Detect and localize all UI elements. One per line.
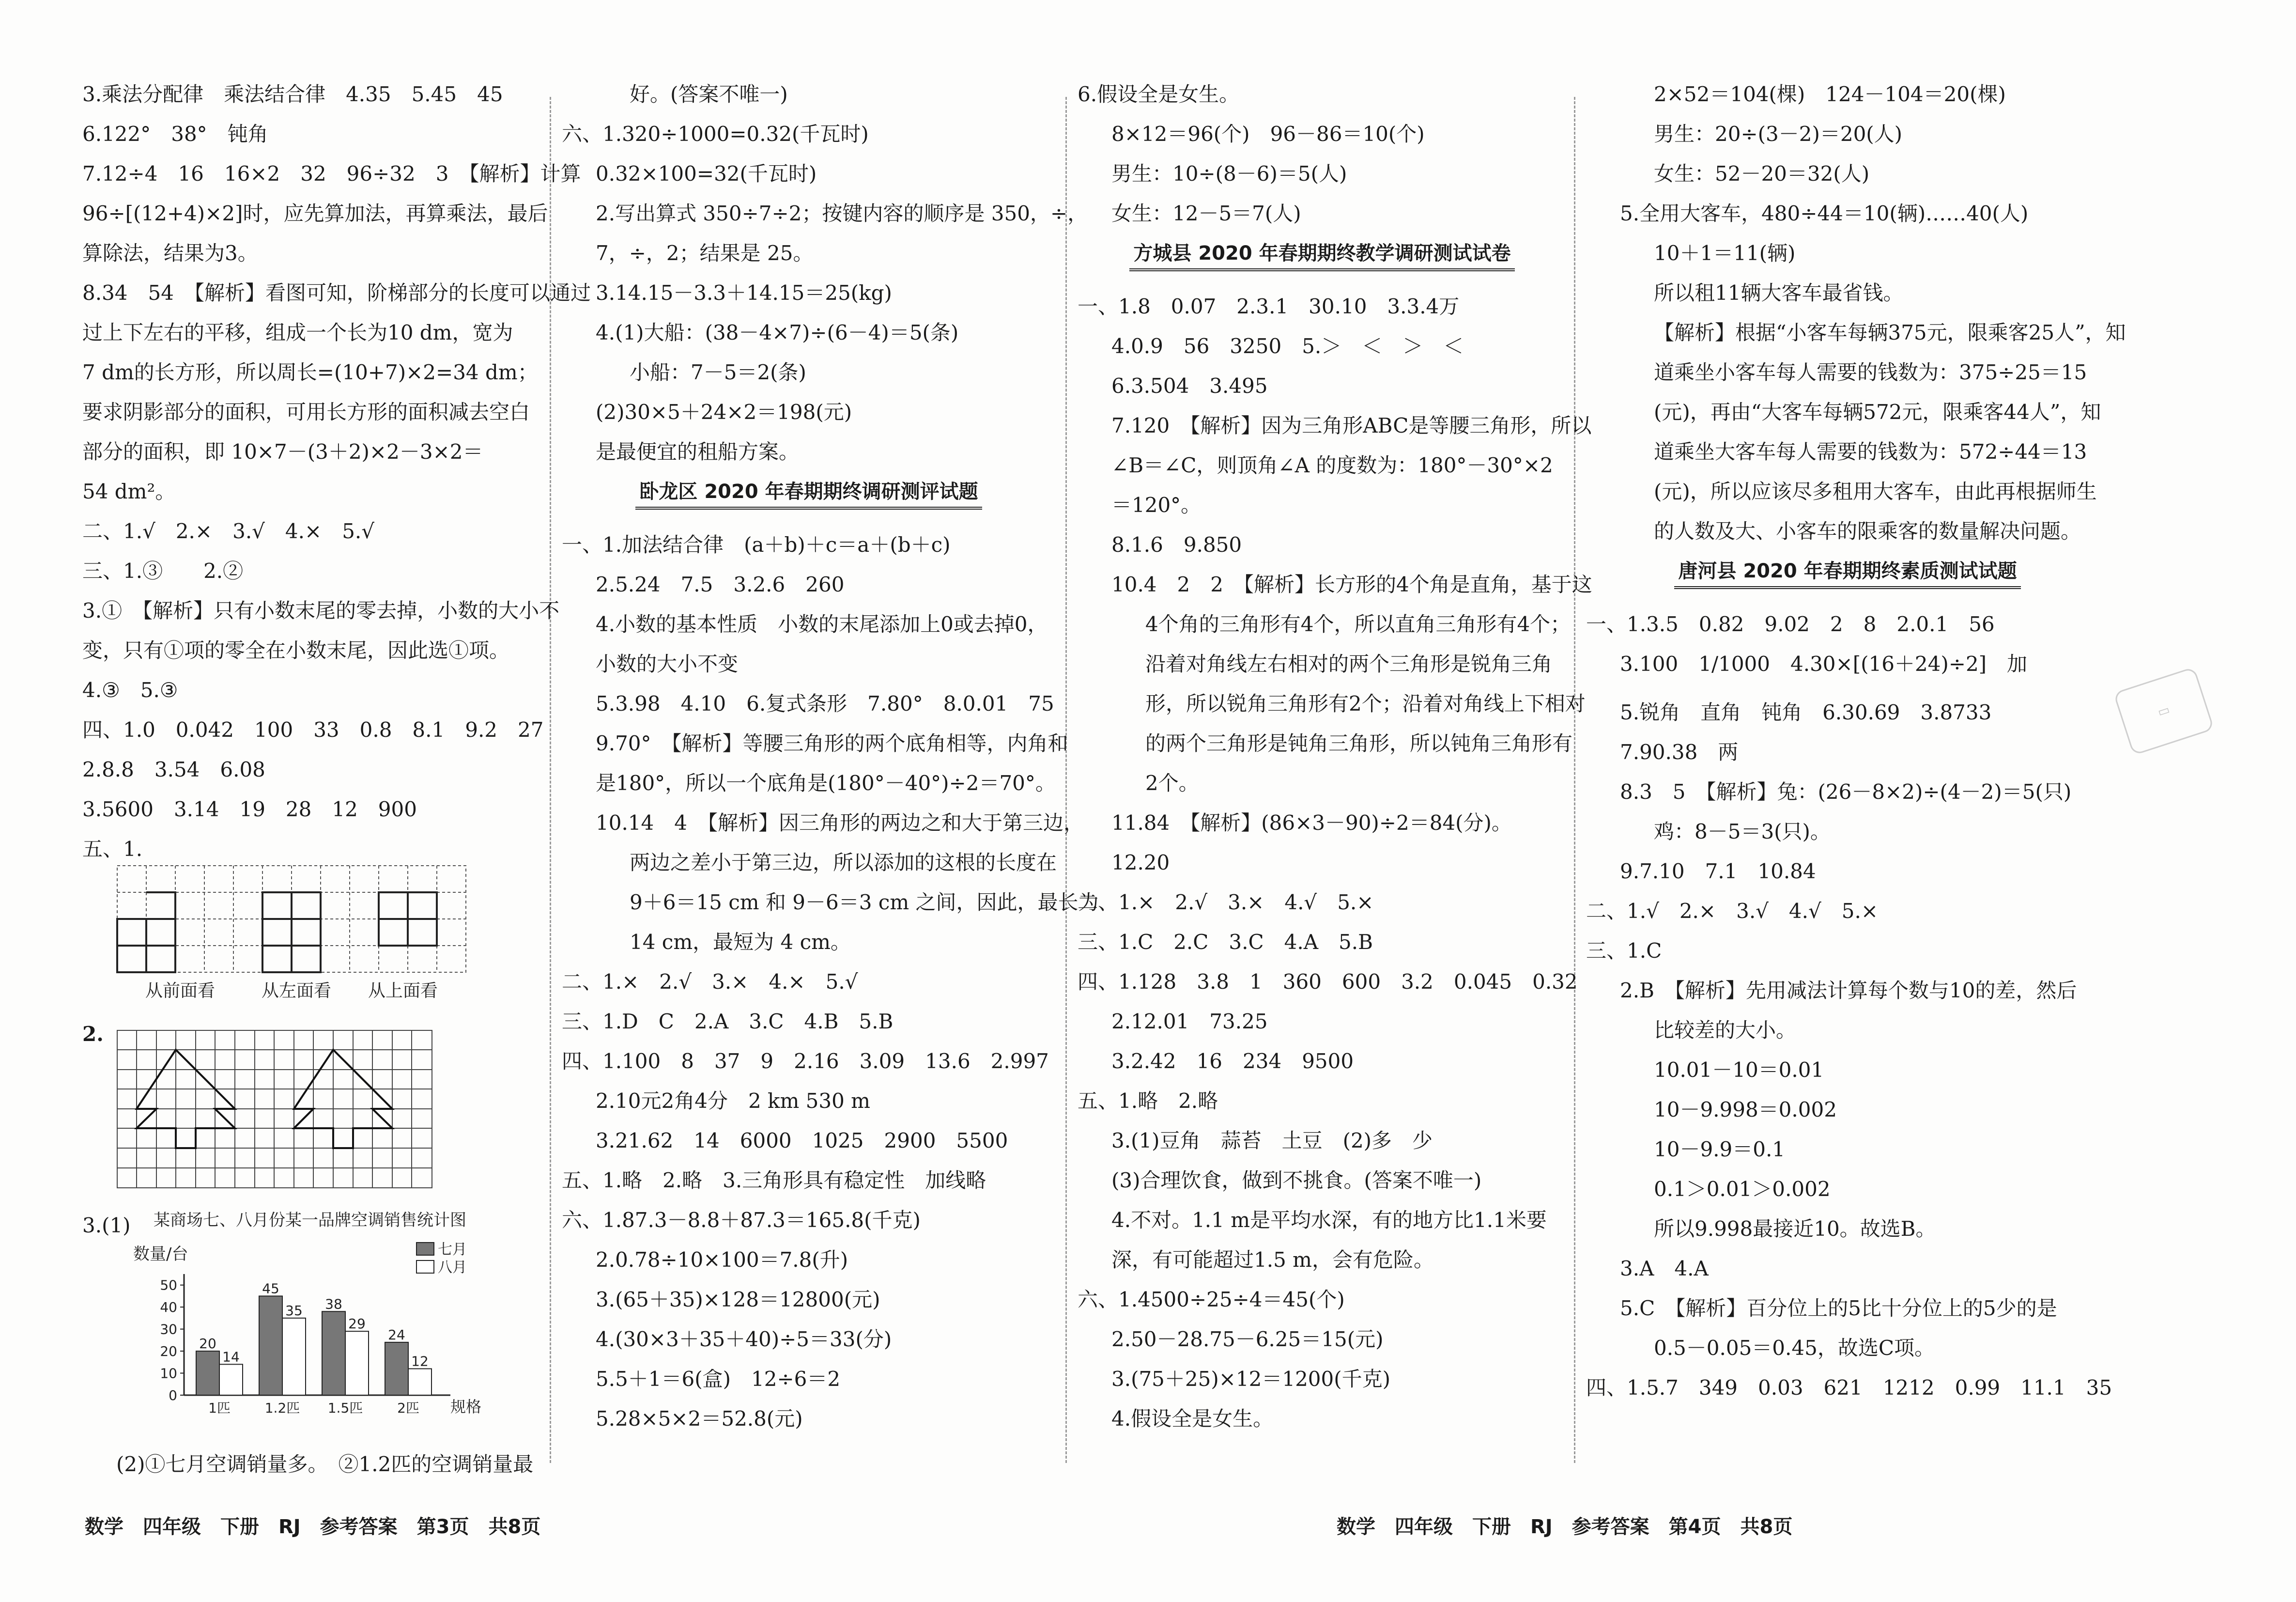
answer-line: 0.32×100=32(千瓦时) xyxy=(596,162,817,186)
section-title: 唐河县 2020 年春期期终素质测试试题 xyxy=(1586,559,2109,612)
chart-xlabel: 规格 xyxy=(450,1398,482,1416)
answer-line: 3.乘法分配律 乘法结合律 4.35 5.45 45 xyxy=(82,82,503,106)
answer-line: 3.2.42 16 234 9500 xyxy=(1111,1049,1354,1073)
legend-swatch-august xyxy=(416,1260,434,1273)
answer-line: 形，所以锐角三角形有2个；沿着对角线上下相对 xyxy=(1145,692,1586,715)
view-label: 从前面看 xyxy=(145,981,216,1001)
answer-line: 男生：10÷(8－6)＝5(人) xyxy=(1111,162,1347,186)
answer-line: 10.14 4 【解析】因三角形的两边之和大于第三边， xyxy=(596,811,1084,835)
answer-line: 深，有可能超过1.5 m，会有危险。 xyxy=(1111,1248,1434,1272)
answer-line: 所以9.998最接近10。故选B。 xyxy=(1654,1217,1936,1241)
y-tick-label: 0 xyxy=(169,1387,177,1403)
answer-line: 算除法，结果为3。 xyxy=(82,241,258,265)
answer-line: 四、1.0 0.042 100 33 0.8 8.1 9.2 27 xyxy=(82,718,544,742)
watermark-stamp-icon: ▭ xyxy=(2113,667,2214,756)
answer-line: 所以租11辆大客车最省钱。 xyxy=(1654,281,1904,305)
x-tick-label: 1.2匹 xyxy=(264,1400,300,1416)
bar-august xyxy=(282,1318,306,1395)
answer-line: 好。(答案不唯一) xyxy=(630,82,788,106)
answer-line: 六、1.320÷1000=0.32(千瓦时) xyxy=(562,122,869,146)
answer-line: 2×52＝104(棵) 124－104＝20(棵) xyxy=(1654,82,2006,106)
column-divider xyxy=(1574,97,1575,1463)
answer-line: 一、1.3.5 0.82 9.02 2 8 2.0.1 56 xyxy=(1586,612,1995,636)
page-footer-right: 数学 四年级 下册 RJ 参考答案 第4页 共8页 xyxy=(1337,1516,1793,1538)
answer-line: 5.5＋1＝6(盒) 12÷6＝2 xyxy=(596,1367,841,1391)
answer-line: (元)，所以应该尽多租用大客车，由此再根据师生 xyxy=(1654,480,2097,503)
answer-line: 8.34 54 【解析】看图可知，阶梯部分的长度可以通过 xyxy=(82,281,591,305)
y-tick-label: 30 xyxy=(160,1321,177,1338)
answer-line: 2.10元2角4分 2 km 530 m xyxy=(596,1089,871,1113)
bar-august xyxy=(219,1364,243,1395)
answer-line: 9.70° 【解析】等腰三角形的两个底角相等，内角和 xyxy=(596,731,1068,755)
answer-line: 6.122° 38° 钝角 xyxy=(82,122,268,146)
answer-line: (3)合理饮食，做到不挑食。(答案不唯一) xyxy=(1111,1168,1482,1192)
answer-line: 3.100 1/1000 4.30×[(16＋24)÷2] 加 xyxy=(1620,652,2028,676)
answer-column-1 xyxy=(82,82,591,877)
answer-line: 男生：20÷(3－2)＝20(人) xyxy=(1654,122,1903,146)
answer-line: 沿着对角线左右相对的两个三角形是锐角三角 xyxy=(1145,652,1553,676)
answer-line: 二、1.× 2.√ 3.× 4.√ 5.× xyxy=(1078,890,1374,914)
answer-line: 要求阴影部分的面积，可用长方形的面积减去空白 xyxy=(82,400,530,424)
answer-line: 10－9.998＝0.002 xyxy=(1654,1098,1837,1121)
answer-line: 六、1.4500÷25÷4＝45(个) xyxy=(1078,1288,1345,1311)
answer-line: 10－9.9＝0.1 xyxy=(1654,1137,1786,1161)
answer-line: 一、1.加法结合律 (a＋b)＋c＝a＋(b＋c) xyxy=(562,533,951,557)
answer-line: 7.12÷4 16 16×2 32 96÷32 3 【解析】计算 xyxy=(82,162,581,186)
answer-line: 女生：12－5＝7(人) xyxy=(1111,202,1301,225)
y-tick-label: 40 xyxy=(160,1299,177,1316)
answer-line: 96÷[(12+4)×2]时，应先算加法，再算乘法，最后 xyxy=(82,202,548,225)
view-label: 从上面看 xyxy=(368,981,438,1001)
legend-swatch-july xyxy=(416,1243,434,1255)
answer-line: 道乘坐大客车每人需要的钱数为：572÷44＝13 xyxy=(1654,440,2087,464)
answer-line: 7 dm的长方形，所以周长=(10+7)×2=34 dm； xyxy=(82,360,538,384)
answer-line: 3.(75＋25)×12＝1200(千克) xyxy=(1111,1367,1391,1391)
y-tick-label: 10 xyxy=(160,1365,177,1382)
answer-line: 4.(1)大船：(38－4×7)÷(6－4)＝5(条) xyxy=(596,321,959,344)
x-tick-label: 2匹 xyxy=(397,1400,419,1416)
answer-line: 2个。 xyxy=(1145,771,1199,795)
bar-august xyxy=(408,1369,431,1395)
answer-line: 三、1.C xyxy=(1586,939,1662,963)
answer-line: ∠B＝∠C，则顶角∠A 的度数为：180°－30°×2 xyxy=(1111,453,1553,477)
bar-july xyxy=(196,1351,219,1395)
answer-line: 二、1.√ 2.× 3.√ 4.√ 5.× xyxy=(1586,899,1879,923)
answer-column-4 xyxy=(1586,82,2126,1415)
answer-line: 3.21.62 14 6000 1025 2900 5500 xyxy=(596,1129,1008,1152)
answer-line: 女生：52－20＝32(人) xyxy=(1654,162,1870,186)
answer-line: 三、1.D C 2.A 3.C 4.B 5.B xyxy=(562,1010,894,1033)
answer-line: 10.01－10＝0.01 xyxy=(1654,1058,1824,1082)
answer-column-3 xyxy=(1078,82,1592,1446)
answer-line: 12.20 xyxy=(1111,851,1170,874)
x-tick-label: 1匹 xyxy=(208,1400,231,1416)
answer-line: 比较差的大小。 xyxy=(1654,1018,1797,1042)
tree-grid-figure xyxy=(116,1029,436,1189)
answer-line: 9.7.10 7.1 10.84 xyxy=(1620,859,1816,883)
answer-line: (2)30×5＋24×2＝198(元) xyxy=(596,400,852,424)
x-tick-label: 1.5匹 xyxy=(327,1400,363,1416)
three-views-figure xyxy=(116,865,475,1005)
answer-line: 3.14.15－3.3＋14.15＝25(kg) xyxy=(596,281,892,305)
answer-line: 过上下左右的平移，组成一个长为10 dm，宽为 xyxy=(82,321,513,344)
y-tick-label: 50 xyxy=(160,1277,177,1293)
answer-line: 2.0.78÷10×100＝7.8(升) xyxy=(596,1248,848,1272)
answer-line: 8.1.6 9.850 xyxy=(1111,533,1242,557)
legend-label-august: 八月 xyxy=(438,1259,467,1276)
answer-line: 5.3.98 4.10 6.复式条形 7.80° 8.0.01 75 xyxy=(596,692,1054,715)
answer-line: 五、1.略 2.略 3.三角形具有稳定性 加线略 xyxy=(562,1168,986,1192)
question-number: 2. xyxy=(82,1022,104,1046)
answer-line: 0.5－0.05＝0.45，故选C项。 xyxy=(1654,1336,1935,1360)
answer-line: 4.假设全是女生。 xyxy=(1111,1407,1274,1431)
answer-line: 鸡：8－5＝3(只)。 xyxy=(1654,820,1831,843)
answer-line: 三、1.③ 2.② xyxy=(82,559,244,583)
answer-line: (2)①七月空调销量多。 ②1.2匹的空调销量最 xyxy=(116,1452,534,1476)
answer-line: 五、1.略 2.略 xyxy=(1078,1089,1218,1113)
chart-title: 某商场七、八月份某一品牌空调销售统计图 xyxy=(154,1211,466,1230)
question-number: 3.(1) xyxy=(82,1213,131,1237)
answer-line: 10＋1＝11(辆) xyxy=(1654,241,1796,265)
answer-line: 四、1.128 3.8 1 360 600 3.2 0.045 0.32 xyxy=(1078,970,1578,994)
answer-line: 3.A 4.A xyxy=(1620,1257,1709,1280)
answer-line: 5.锐角 直角 钝角 6.30.69 3.8733 xyxy=(1620,700,1992,724)
answer-line: 0.1＞0.01＞0.002 xyxy=(1654,1177,1831,1201)
answer-line: 14 cm，最短为 4 cm。 xyxy=(630,930,851,954)
answer-line: 4.③ 5.③ xyxy=(82,678,178,702)
answer-line: 2.5.24 7.5 3.2.6 260 xyxy=(596,573,845,596)
bar-value-label: 14 xyxy=(222,1349,240,1365)
answer-line: 二、1.√ 2.× 3.√ 4.× 5.√ xyxy=(82,519,375,543)
answer-line: 7.120 【解析】因为三角形ABC是等腰三角形，所以 xyxy=(1111,414,1592,437)
answer-column-2 xyxy=(562,82,1099,1446)
bar-value-label: 29 xyxy=(348,1316,366,1332)
answer-line: 四、1.5.7 349 0.03 621 1212 0.99 11.1 35 xyxy=(1586,1376,2112,1400)
answer-line: 是180°，所以一个底角是(180°－40°)÷2＝70°。 xyxy=(596,771,1056,795)
answer-line: 11.84 【解析】(86×3－90)÷2＝84(分)。 xyxy=(1111,811,1512,835)
sales-bar-chart xyxy=(131,1206,499,1424)
answer-line: 五、1. xyxy=(82,837,143,861)
answer-line: 5.C 【解析】百分位上的5比十分位上的5少的是 xyxy=(1620,1296,2057,1320)
chart-ylabel: 数量/台 xyxy=(133,1244,188,1264)
answer-line: 4.不对。1.1 m是平均水深，有的地方比1.1米要 xyxy=(1111,1208,1547,1232)
answer-line: 2.写出算式 350÷7÷2；按键内容的顺序是 350，÷， xyxy=(596,202,1088,225)
answer-line: 一、1.8 0.07 2.3.1 30.10 3.3.4万 xyxy=(1078,295,1460,318)
y-tick-label: 20 xyxy=(160,1343,177,1360)
answer-line: 8×12＝96(个) 96－86＝10(个) xyxy=(1111,122,1425,146)
bar-value-label: 38 xyxy=(325,1296,342,1312)
bar-value-label: 12 xyxy=(411,1353,429,1369)
answer-line: 三、1.C 2.C 3.C 4.A 5.B xyxy=(1078,930,1373,954)
answer-line: 54 dm²。 xyxy=(82,480,176,503)
answer-line: 的人数及大、小客车的限乘客的数量解决问题。 xyxy=(1654,519,2081,543)
page-footer-left: 数学 四年级 下册 RJ 参考答案 第3页 共8页 xyxy=(85,1516,541,1538)
answer-line: 【解析】根据“小客车每辆375元，限乘客25人”，知 xyxy=(1654,321,2126,344)
answer-line: 小数的大小不变 xyxy=(596,652,739,676)
answer-line: 道乘坐小客车每人需要的钱数为：375÷25＝15 xyxy=(1654,360,2087,384)
answer-line: 4.小数的基本性质 小数的末尾添加上0或去掉0， xyxy=(596,612,1048,636)
answer-line: 是最便宜的租船方案。 xyxy=(596,440,800,464)
bar-value-label: 45 xyxy=(262,1280,279,1297)
answer-line: (元)，再由“大客车每辆572元，限乘客44人”，知 xyxy=(1654,400,2101,424)
section-title: 方城县 2020 年春期期终教学调研测试试卷 xyxy=(1078,241,1567,295)
answer-line: 7.90.38 两 xyxy=(1620,740,1739,764)
answer-line: 2.8.8 3.54 6.08 xyxy=(82,758,265,781)
answer-line: 8.3 5 【解析】兔：(26－8×2)÷(4－2)＝5(只) xyxy=(1620,780,2072,804)
answer-line: 4.(30×3＋35＋40)÷5＝33(分) xyxy=(596,1327,892,1351)
answer-line: 4.0.9 56 3250 5.＞ ＜ ＞ ＜ xyxy=(1111,334,1464,358)
answer-line: 六、1.87.3－8.8＋87.3＝165.8(千克) xyxy=(562,1208,921,1232)
bar-value-label: 35 xyxy=(285,1302,303,1319)
answer-line: 四、1.100 8 37 9 2.16 3.09 13.6 2.997 xyxy=(562,1049,1049,1073)
answer-line: 二、1.× 2.√ 3.× 4.× 5.√ xyxy=(562,970,858,994)
answer-line: 9＋6＝15 cm 和 9－6＝3 cm 之间，因此，最长为 xyxy=(630,890,1099,914)
answer-line: 3.① 【解析】只有小数末尾的零去掉，小数的大小不 xyxy=(82,599,560,622)
bar-august xyxy=(345,1331,369,1395)
legend-label-july: 七月 xyxy=(438,1241,467,1258)
answer-line: 2.B 【解析】先用减法计算每个数与10的差，然后 xyxy=(1620,979,2077,1002)
answer-line: 两边之差小于第三边，所以添加的这根的长度在 xyxy=(630,851,1057,874)
bar-value-label: 24 xyxy=(388,1326,405,1343)
answer-line: 7，÷，2；结果是 25。 xyxy=(596,241,814,265)
answer-line: 2.12.01 73.25 xyxy=(1111,1010,1268,1033)
answer-line: 小船：7－5＝2(条) xyxy=(630,360,806,384)
answer-line: 5.全用大客车，480÷44＝10(辆)……40(人) xyxy=(1620,202,2029,225)
answer-line: 部分的面积，即 10×7－(3＋2)×2－3×2＝ xyxy=(82,440,483,464)
answer-line: 5.28×5×2＝52.8(元) xyxy=(596,1407,803,1431)
answer-line: 4个角的三角形有4个，所以直角三角形有4个； xyxy=(1145,612,1571,636)
bar-value-label: 20 xyxy=(199,1336,216,1352)
bar-july xyxy=(385,1342,408,1395)
answer-line: 3.(65＋35)×128＝12800(元) xyxy=(596,1288,880,1311)
answer-line: 2.50－28.75－6.25＝15(元) xyxy=(1111,1327,1384,1351)
answer-line: 的两个三角形是钝角三角形，所以钝角三角形有 xyxy=(1145,731,1573,755)
column-divider xyxy=(1065,97,1067,1463)
answer-line: 6.假设全是女生。 xyxy=(1078,82,1240,106)
bar-july xyxy=(322,1311,345,1395)
bar-july xyxy=(259,1296,282,1395)
answer-line: 6.3.504 3.495 xyxy=(1111,374,1268,398)
answer-line: 变，只有①项的零全在小数末尾，因此选①项。 xyxy=(82,638,510,662)
answer-line: 10.4 2 2 【解析】长方形的4个角是直角，基于这 xyxy=(1111,573,1592,596)
view-label: 从左面看 xyxy=(262,981,332,1001)
answer-line: 3.(1)豆角 蒜苔 土豆 (2)多 少 xyxy=(1111,1129,1433,1152)
answer-line: ＝120°。 xyxy=(1111,493,1202,517)
section-title: 卧龙区 2020 年春期期终调研测评试题 xyxy=(562,480,1056,533)
answer-line: 3.5600 3.14 19 28 12 900 xyxy=(82,797,417,821)
